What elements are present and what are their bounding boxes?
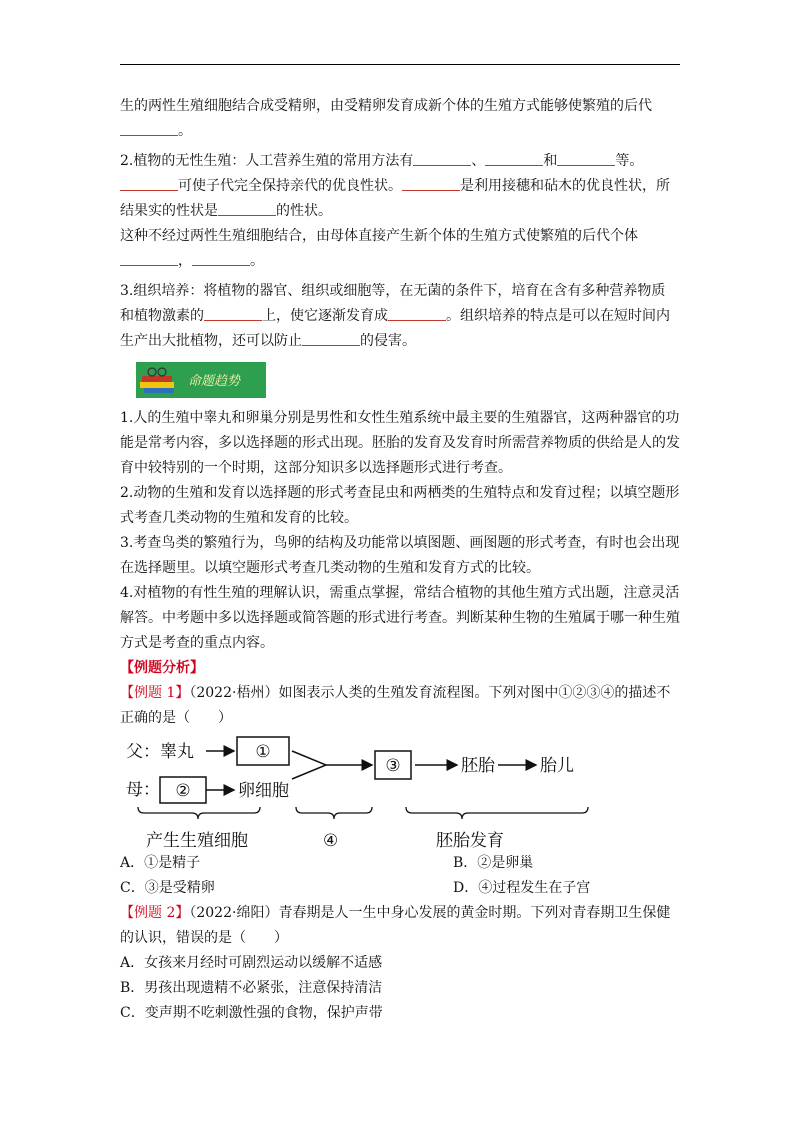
intro-text: 生的两性生殖细胞结合成受精卵，由受精卵发育成新个体的生殖方式能够使繁殖的后代 (120, 98, 652, 114)
example2-stem (120, 901, 680, 951)
text-span: 和植物激素的 (120, 308, 204, 324)
option-row (120, 851, 680, 876)
option-b[interactable]: B．②是卵巢 (453, 855, 534, 871)
answer-blank[interactable] (120, 176, 178, 191)
text-span: 可使子代完全保持亲代的优良性状。 (178, 178, 402, 194)
text-span: 生产出大批植物，还可以防止 (120, 333, 302, 349)
text-span: 这种不经过两性生殖细胞结合，由母体直接产生新个体的生殖方式使繁殖的后代个体 (120, 228, 638, 244)
egg-cell-label: 卵细胞 (238, 781, 289, 801)
intro-paragraph (120, 94, 680, 144)
brace-2 (296, 807, 372, 819)
text-span: 结果实的性状是 (120, 203, 218, 219)
option-b[interactable]: B．男孩出现遗精不必紧张，注意保持清洁 (120, 980, 383, 996)
banner-label: 命题趋势 (188, 374, 241, 389)
text-span: 上，使它逐渐发育成 (262, 308, 388, 324)
merge-lines (292, 751, 326, 779)
text-span: 和 (543, 153, 558, 169)
option-c[interactable]: C．变声期不吃刺激性强的食物，保护声带 (120, 1005, 383, 1021)
option-row (120, 876, 680, 901)
brace-3-label: 胚胎发育 (436, 831, 504, 851)
answer-blank[interactable] (218, 201, 276, 216)
option-a[interactable]: A．①是精子 (120, 855, 201, 871)
book-icon (144, 388, 174, 393)
brace-1 (138, 807, 260, 819)
text-span: 的侵害。 (360, 333, 416, 349)
text-span: 3.组织培养：将植物的器官、组织或细胞等，在无菌的条件下，培育在含有多种营养物质 (120, 283, 666, 299)
punct: 。 (178, 123, 192, 139)
text-span: 的性状。 (276, 203, 332, 219)
brace-2-label: ④ (323, 831, 339, 851)
answer-blank[interactable] (402, 176, 460, 191)
box-2-label: ② (175, 781, 191, 801)
text-span: 、 (471, 153, 486, 169)
answer-blank[interactable] (388, 306, 446, 321)
text-span: ， (178, 253, 192, 269)
text-span: 。 (250, 253, 264, 269)
text-span: 等。 (615, 153, 644, 169)
document-body (120, 94, 680, 1026)
book-icon (142, 376, 172, 382)
option-a[interactable]: A．女孩来月经时可剧烈运动以缓解不适感 (120, 955, 383, 971)
question-text: （2022·梧州）如图表示人类的生殖发育流程图。下列对图中①②③④的描述不正确的是（ ） (120, 685, 671, 726)
asexual-paragraph (120, 149, 680, 274)
trend-banner (136, 362, 266, 398)
answer-blank[interactable] (192, 251, 250, 266)
trend-item: 4.对植物的有性生殖的理解认识，需重点掌握，常结合植物的其他生殖方式出题，注意灵活解答。中考题中多以选择题或简答题的形式进行考查。判断某种生物的生殖属于哪一种生殖方式是考查的重点内容。 (120, 585, 680, 651)
brace-3 (406, 807, 588, 819)
header-rule (120, 64, 680, 65)
trend-item: 2.动物的生殖和发育以选择题的形式考查昆虫和两栖类的生殖特点和发育过程；以填空题形式考查几类动物的生殖和发育的比较。 (120, 485, 680, 526)
answer-blank[interactable] (302, 331, 360, 346)
book-icon (140, 382, 174, 388)
brace-labels (120, 829, 680, 851)
tissue-paragraph (120, 279, 680, 354)
text-span: 2.植物的无性生殖：人工营养生殖的常用方法有 (120, 153, 414, 169)
example-tag: 【例题 1】 (120, 685, 190, 701)
brace-1-label: 产生生殖细胞 (146, 831, 248, 851)
answer-blank[interactable] (120, 251, 178, 266)
text-span: 。组织培养的特点是可以在短时间内 (446, 308, 670, 324)
embryo-label: 胚胎 (461, 756, 495, 776)
box-1-label: ① (255, 742, 271, 762)
trend-item: 1.人的生殖中睾丸和卵巢分别是男性和女性生殖系统中最主要的生殖器官，这两种器官的功能是常考内容，多以选择题的形式出现。胚胎的发育及发育时所需营养物质的供给是人的发育中较特别的一个时期，这部分知识多以选择题形式进行考查。 (120, 410, 680, 476)
answer-blank[interactable] (413, 151, 471, 166)
fetus-label: 胎儿 (540, 756, 574, 776)
question-text: （2022·绵阳）青春期是人一生中身心发展的黄金时期。下列对青春期卫生保健的认识，错误的是（ ） (120, 905, 671, 946)
example1-stem (120, 681, 680, 731)
answer-blank[interactable] (557, 151, 615, 166)
trend-item: 3.考查鸟类的繁殖行为，鸟卵的结构及功能常以填图题、画图题的形式考查，有时也会出现在选择题里。以填空题形式考查几类动物的生殖和发育方式的比较。 (120, 535, 680, 576)
example-tag: 【例题 2】 (120, 905, 190, 921)
section-title: 【例题分析】 (120, 660, 204, 676)
father-testis-label: 父：睾丸 (126, 742, 194, 762)
text-span: 是利用接穗和砧木的优良性状，所 (460, 178, 670, 194)
option-c[interactable]: C．③是受精卵 (120, 880, 215, 896)
reproduction-flow-diagram (126, 735, 606, 835)
answer-blank[interactable] (120, 121, 178, 136)
mother-label: 母： (126, 780, 160, 800)
answer-blank[interactable] (485, 151, 543, 166)
box-3-label: ③ (385, 756, 401, 776)
option-d[interactable]: D．④过程发生在子宫 (453, 880, 591, 896)
answer-blank[interactable] (204, 306, 262, 321)
trend-list (120, 406, 680, 656)
